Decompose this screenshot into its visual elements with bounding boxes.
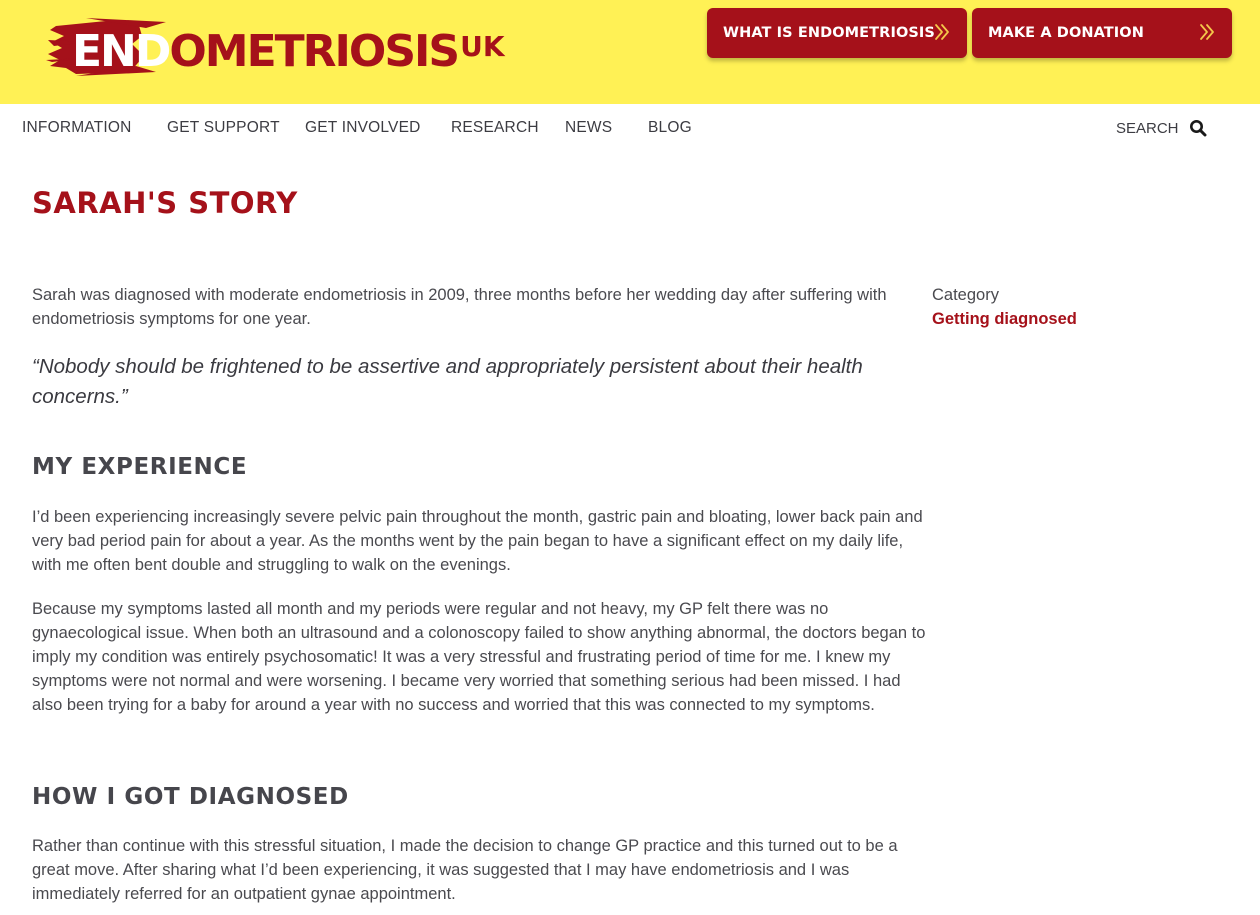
what-is-endometriosis-label: WHAT IS ENDOMETRIOSIS: [723, 25, 935, 41]
nav-item-news[interactable]: NEWS: [565, 119, 613, 136]
article-intro: Sarah was diagnosed with moderate endometriosis in 2009, three months before her wedding day after suffering with endometriosis symptoms for one year.: [32, 286, 887, 328]
logo-word-ometriosis: OMETRIOSIS: [169, 26, 459, 77]
nav-item-information[interactable]: INFORMATION: [22, 119, 132, 136]
section-paragraph: Rather than continue with this stressful situation, I made the decision to change GP practice and this turned out to be a great move. After sharing what I’d been experiencing, it was suggested that I may have endometriosis and I was immediately referred for an outpatient gynae appointment.: [32, 837, 898, 903]
site-logo[interactable]: [46, 14, 505, 80]
article-sidebar: [932, 283, 1232, 331]
logo-wordmark: [72, 22, 505, 77]
section-heading-my-experience: MY EXPERIENCE: [32, 454, 248, 480]
double-chevron-right-icon: [933, 23, 951, 41]
search-button[interactable]: [1116, 119, 1207, 137]
what-is-endometriosis-button[interactable]: [707, 8, 967, 58]
section-paragraph: I’d been experiencing increasingly severe pelvic pain throughout the month, gastric pain and bloating, lower back pain and very bad period pain for about a year. As the months went by the pain began to have a significant effect on my daily life, with me often bent double and struggling to walk on the evenings.: [32, 508, 923, 574]
site-header: [0, 0, 1260, 104]
page-title: SARAH'S STORY: [32, 186, 298, 220]
nav-item-blog[interactable]: BLOG: [648, 119, 692, 136]
category-label: Category: [932, 286, 999, 304]
magnifier-icon: [1189, 119, 1207, 137]
search-label: SEARCH: [1116, 119, 1179, 137]
section-heading-how-i-got-diagnosed: HOW I GOT DIAGNOSED: [32, 784, 349, 810]
section-paragraph: Because my symptoms lasted all month and my periods were regular and not heavy, my GP felt there was no gynaecological issue. When both an ultrasound and a colonoscopy failed to show anything abnormal, the doctors began to imply my condition was entirely psychosomatic! It was a very stressful and frustrating period of time for me. I knew my symptoms were not normal and were worsening. I became very worried that something serious had been missed. I had also been trying for a baby for around a year with no success and worried that this was connected to my symptoms.: [32, 600, 926, 714]
logo-word-end: END: [72, 26, 170, 77]
make-a-donation-label: MAKE A DONATION: [988, 25, 1144, 41]
article-quote: “Nobody should be frightened to be assertive and appropriately persistent about their health concerns.”: [32, 355, 863, 408]
make-a-donation-button[interactable]: [972, 8, 1232, 58]
nav-item-get-support[interactable]: GET SUPPORT: [167, 119, 280, 136]
nav-item-research[interactable]: RESEARCH: [451, 119, 539, 136]
nav-item-get-involved[interactable]: GET INVOLVED: [305, 119, 421, 136]
double-chevron-right-icon: [1198, 23, 1216, 41]
main-nav: [0, 104, 1260, 154]
logo-suffix-uk: UK: [460, 30, 505, 63]
category-link[interactable]: Getting diagnosed: [932, 310, 1077, 328]
